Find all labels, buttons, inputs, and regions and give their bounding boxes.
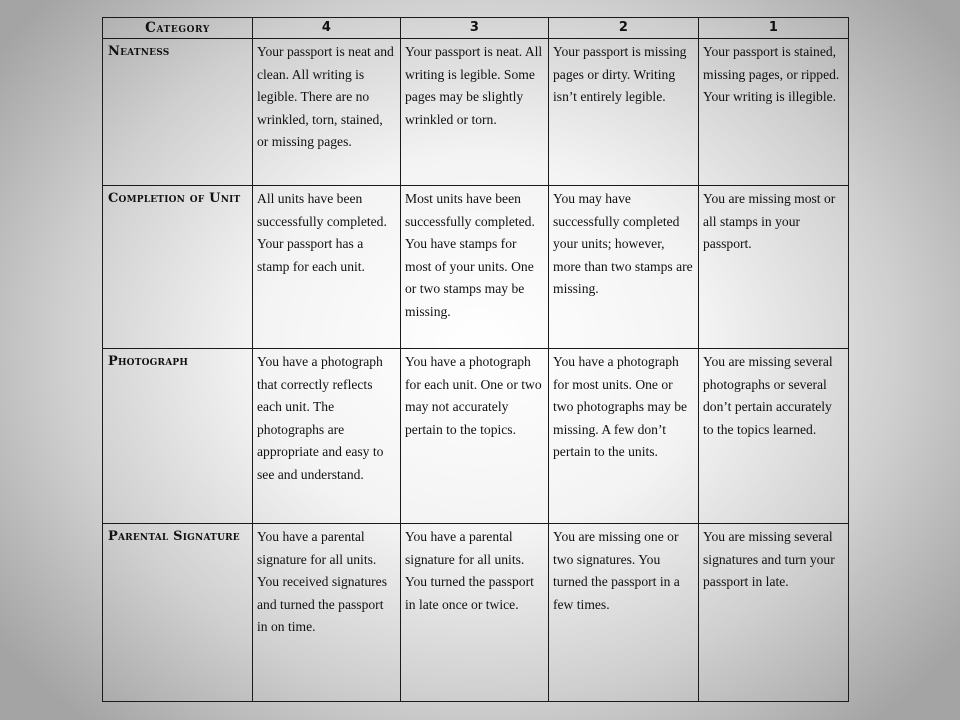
- rubric-table: [102, 17, 849, 702]
- row-parental-signature: [103, 524, 849, 702]
- header-score-4: 4: [253, 18, 401, 39]
- cell-signature-3: You have a parental signature for all units. You turned the passport in late once or twice.: [401, 524, 549, 702]
- cell-photograph-2: You have a photograph for most units. One or two photographs may be missing. A few don’t pertain to the units.: [549, 349, 699, 524]
- row-photograph: [103, 349, 849, 524]
- cell-photograph-1: You are missing several photographs or several don’t pertain accurately to the topics learned.: [699, 349, 849, 524]
- category-parental-signature: Parental Signature: [103, 524, 253, 702]
- header-score-2: 2: [549, 18, 699, 39]
- header-score-3: 3: [401, 18, 549, 39]
- header-category: Category: [103, 18, 253, 39]
- row-neatness: [103, 39, 849, 186]
- header-row: [103, 18, 849, 39]
- cell-neatness-2: Your passport is missing pages or dirty. Writing isn’t entirely legible.: [549, 39, 699, 186]
- cell-completion-3: Most units have been successfully completed. You have stamps for most of your units. One or two stamps may be missing.: [401, 186, 549, 349]
- category-neatness: Neatness: [103, 39, 253, 186]
- row-completion-of-unit: [103, 186, 849, 349]
- header-score-1: 1: [699, 18, 849, 39]
- cell-photograph-3: You have a photograph for each unit. One or two may not accurately pertain to the topics.: [401, 349, 549, 524]
- cell-completion-1: You are missing most or all stamps in your passport.: [699, 186, 849, 349]
- cell-signature-4: You have a parental signature for all units. You received signatures and turned the passport in on time.: [253, 524, 401, 702]
- cell-signature-2: You are missing one or two signatures. You turned the passport in a few times.: [549, 524, 699, 702]
- category-completion-of-unit: Completion of Unit: [103, 186, 253, 349]
- cell-photograph-4: You have a photograph that correctly reflects each unit. The photographs are appropriate and easy to see and understand.: [253, 349, 401, 524]
- cell-neatness-4: Your passport is neat and clean. All writing is legible. There are no wrinkled, torn, stained, or missing pages.: [253, 39, 401, 186]
- cell-signature-1: You are missing several signatures and turn your passport in late.: [699, 524, 849, 702]
- category-photograph: Photograph: [103, 349, 253, 524]
- cell-completion-4: All units have been successfully completed. Your passport has a stamp for each unit.: [253, 186, 401, 349]
- cell-neatness-1: Your passport is stained, missing pages, or ripped. Your writing is illegible.: [699, 39, 849, 186]
- cell-completion-2: You may have successfully completed your units; however, more than two stamps are missing.: [549, 186, 699, 349]
- cell-neatness-3: Your passport is neat. All writing is legible. Some pages may be slightly wrinkled or torn.: [401, 39, 549, 186]
